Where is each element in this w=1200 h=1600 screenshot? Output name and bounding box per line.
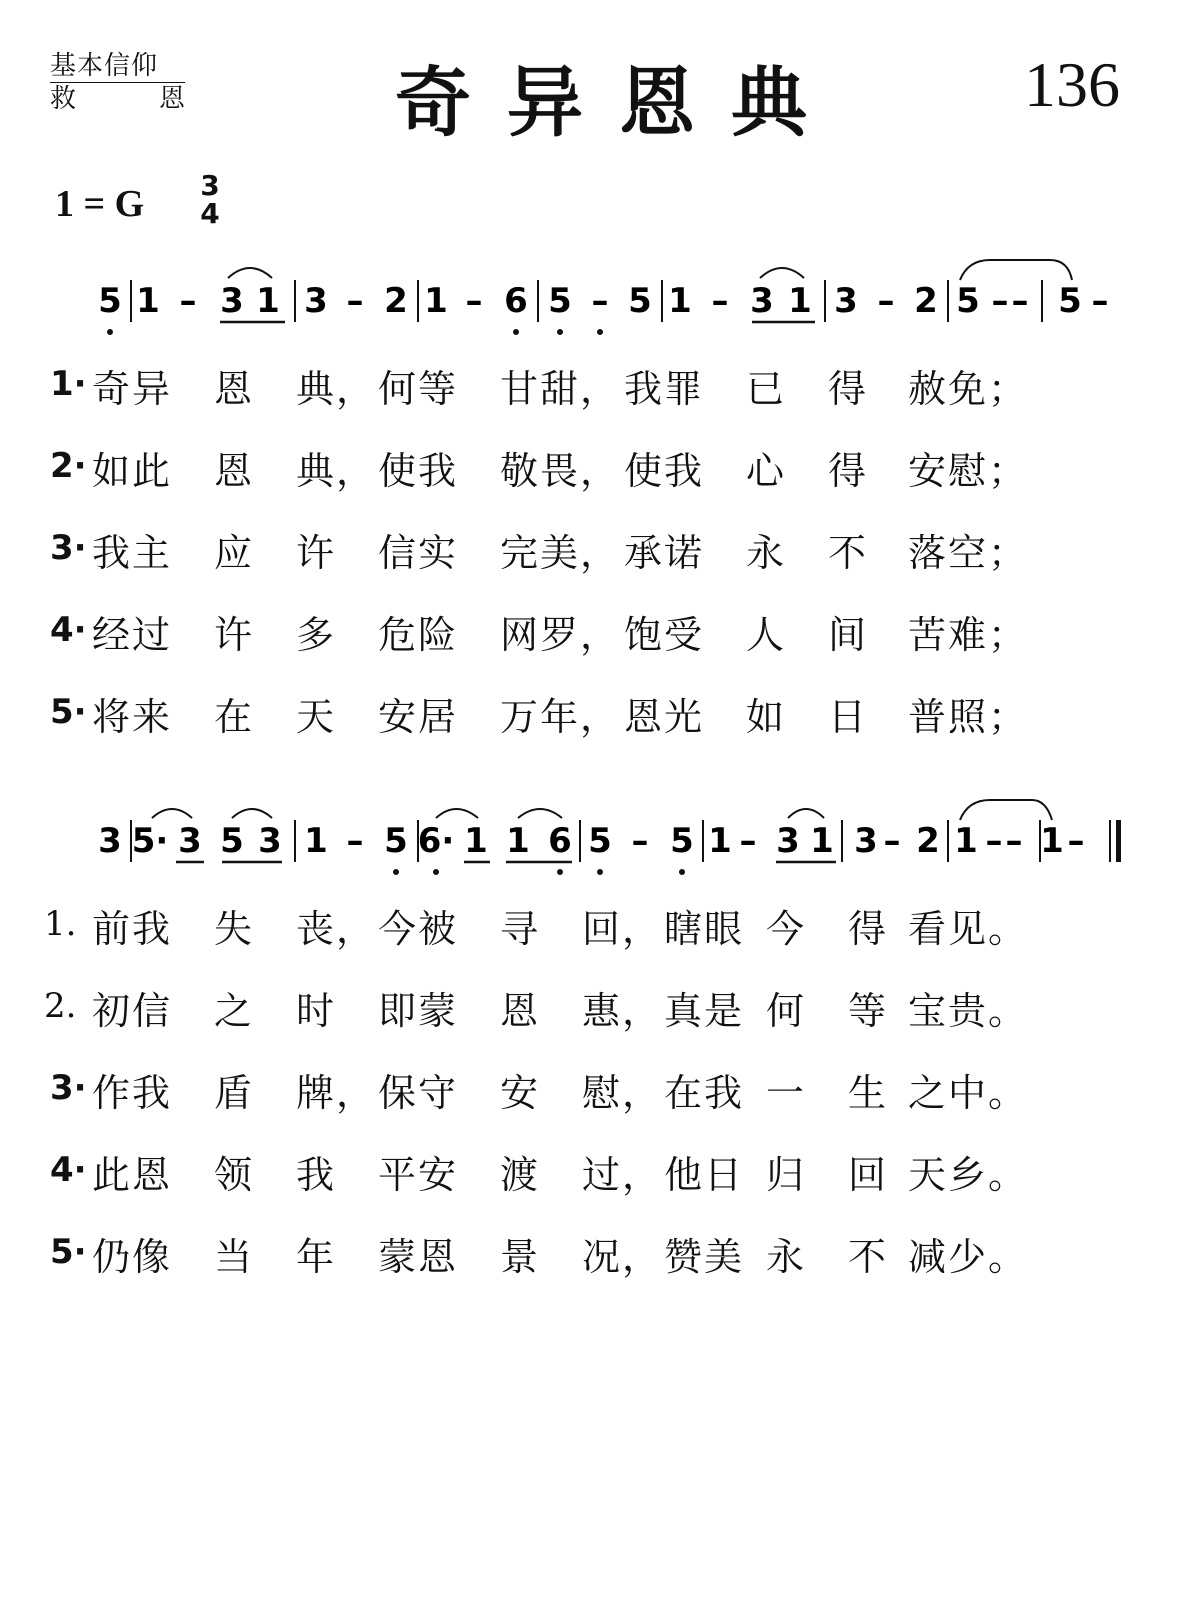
tie bbox=[960, 800, 1052, 820]
lyric-syllable: 应 bbox=[214, 531, 255, 575]
score-line-2 bbox=[0, 790, 1200, 880]
low-dot bbox=[107, 329, 113, 335]
lyric-syllable: 网罗， bbox=[500, 613, 621, 657]
lyric-syllable: 过， bbox=[582, 1153, 663, 1197]
lyric-syllable: 普照； bbox=[908, 695, 1029, 739]
lyric-syllable: 作我 bbox=[92, 1071, 173, 1115]
verse-line bbox=[44, 358, 1144, 418]
dash-mark: – bbox=[1067, 821, 1085, 861]
slur bbox=[788, 809, 824, 818]
lyric-syllable: 危险 bbox=[378, 613, 459, 657]
lyric-syllable: 前我 bbox=[92, 907, 173, 951]
lyric-syllable: 天乡。 bbox=[908, 1153, 1029, 1197]
dash-mark: – bbox=[591, 281, 609, 321]
lyric-syllable: 时 bbox=[296, 989, 337, 1033]
dash-mark: – bbox=[739, 821, 757, 861]
lyric-syllable: 今被 bbox=[378, 907, 459, 951]
lyric-syllable: 当 bbox=[214, 1235, 255, 1279]
lyric-syllable: 承诺 bbox=[624, 531, 705, 575]
lyric-syllable: 况， bbox=[582, 1235, 663, 1279]
note: 1 bbox=[464, 821, 488, 861]
note: 1 bbox=[304, 821, 328, 861]
lyric-syllable: 间 bbox=[828, 613, 869, 657]
lyric-syllable: 经过 bbox=[92, 613, 173, 657]
lyric-syllable: 多 bbox=[296, 613, 337, 657]
note: 3 bbox=[220, 281, 244, 321]
lyric-syllable: 得 bbox=[848, 907, 889, 951]
lyric-syllable: 人 bbox=[746, 613, 787, 657]
verse-number: 3· bbox=[50, 528, 87, 568]
lyric-syllable: 苦难； bbox=[908, 613, 1029, 657]
note: 3 bbox=[854, 821, 878, 861]
low-dot bbox=[679, 869, 685, 875]
lyric-syllable: 慰， bbox=[582, 1071, 663, 1115]
lyric-syllable: 安 bbox=[500, 1071, 541, 1115]
lyric-syllable: 典， bbox=[296, 367, 377, 411]
dash-mark: – bbox=[346, 821, 364, 861]
lyric-syllable: 信实 bbox=[378, 531, 459, 575]
lyric-syllable: 渡 bbox=[500, 1153, 541, 1197]
dash-mark: – bbox=[883, 821, 901, 861]
slur bbox=[152, 809, 192, 818]
lyric-syllable: 我主 bbox=[92, 531, 173, 575]
dash-mark: – bbox=[179, 281, 197, 321]
hymn-title: 奇异恩典 bbox=[395, 58, 843, 147]
category-sub: 救 恩 bbox=[50, 84, 185, 114]
lyric-syllable: 在 bbox=[214, 695, 255, 739]
low-dot bbox=[557, 329, 563, 335]
lyric-syllable: 饱受 bbox=[624, 613, 705, 657]
lyric-syllable: 他日 bbox=[664, 1153, 745, 1197]
note: 3 bbox=[258, 821, 282, 861]
note: 5 bbox=[220, 821, 244, 861]
lyric-syllable: 安居 bbox=[378, 695, 459, 739]
note: 1 bbox=[256, 281, 280, 321]
verse-line bbox=[44, 980, 1144, 1040]
lyric-syllable: 得 bbox=[828, 367, 869, 411]
lyric-syllable: 平安 bbox=[378, 1153, 459, 1197]
lyric-syllable: 蒙恩 bbox=[378, 1235, 459, 1279]
lyric-syllable: 万年， bbox=[500, 695, 621, 739]
slur bbox=[232, 809, 272, 818]
verse-line bbox=[44, 440, 1144, 500]
lyric-syllable: 在我 bbox=[664, 1071, 745, 1115]
note: 6· bbox=[417, 821, 455, 861]
lyric-syllable: 何等 bbox=[378, 367, 459, 411]
lyric-syllable: 恩 bbox=[500, 989, 541, 1033]
hymn-number: 136 bbox=[1024, 49, 1120, 120]
note: 2 bbox=[914, 281, 938, 321]
score-line-1 bbox=[0, 250, 1200, 340]
dash-mark: – bbox=[877, 281, 895, 321]
slur bbox=[760, 268, 804, 278]
note: 1 bbox=[954, 821, 978, 861]
lyric-syllable: 我 bbox=[296, 1153, 337, 1197]
lyric-syllable: 许 bbox=[214, 613, 255, 657]
note: 5· bbox=[131, 821, 169, 861]
lyric-syllable: 领 bbox=[214, 1153, 255, 1197]
note: 2 bbox=[916, 821, 940, 861]
verse-line bbox=[44, 604, 1144, 664]
note: 5 bbox=[588, 821, 612, 861]
note: 5 bbox=[956, 281, 980, 321]
note: 5 bbox=[98, 281, 122, 321]
lyric-syllable: 景 bbox=[500, 1235, 541, 1279]
category-main: 基本信仰 bbox=[50, 50, 185, 83]
lyric-syllable: 落空； bbox=[908, 531, 1029, 575]
lyric-syllable: 归 bbox=[766, 1153, 807, 1197]
verse-number: 4· bbox=[50, 1150, 87, 1190]
lyric-syllable: 已 bbox=[746, 367, 787, 411]
verse-line bbox=[44, 898, 1144, 958]
lyric-syllable: 即蒙 bbox=[378, 989, 459, 1033]
verse-number: 5· bbox=[50, 692, 87, 732]
lyric-syllable: 年 bbox=[296, 1235, 337, 1279]
lyric-syllable: 完美， bbox=[500, 531, 621, 575]
lyric-syllable: 生 bbox=[848, 1071, 889, 1115]
lyric-syllable: 使我 bbox=[378, 449, 459, 493]
lyric-syllable: 我罪 bbox=[624, 367, 705, 411]
dash-mark: – bbox=[1091, 281, 1109, 321]
note: 2 bbox=[384, 281, 408, 321]
lyric-syllable: 瞎眼 bbox=[664, 907, 745, 951]
verse-number: 5· bbox=[50, 1232, 87, 1272]
lyric-syllable: 仍像 bbox=[92, 1235, 173, 1279]
lyric-syllable: 今 bbox=[766, 907, 807, 951]
lyric-syllable: 回 bbox=[848, 1153, 889, 1197]
note: 1 bbox=[1040, 821, 1064, 861]
lyric-syllable: 惠， bbox=[582, 989, 663, 1033]
lyric-syllable: 保守 bbox=[378, 1071, 459, 1115]
low-dot bbox=[433, 869, 439, 875]
final-bar-thick bbox=[1116, 820, 1121, 862]
lyric-syllable: 看见。 bbox=[908, 907, 1029, 951]
verse-number: 1· bbox=[50, 364, 87, 404]
note: 1 bbox=[136, 281, 160, 321]
dash-mark: – bbox=[465, 281, 483, 321]
verse-number: 1. bbox=[44, 904, 77, 944]
lyric-syllable: 将来 bbox=[92, 695, 173, 739]
lyric-syllable: 回， bbox=[582, 907, 663, 951]
lyric-syllable: 赦免； bbox=[908, 367, 1029, 411]
slur bbox=[518, 809, 562, 818]
note: 3 bbox=[304, 281, 328, 321]
lyric-syllable: 典， bbox=[296, 449, 377, 493]
lyric-syllable: 初信 bbox=[92, 989, 173, 1033]
note: 5 bbox=[384, 821, 408, 861]
note: 1 bbox=[708, 821, 732, 861]
lyric-syllable: 永 bbox=[766, 1235, 807, 1279]
dash-mark: – bbox=[1005, 821, 1023, 861]
lyric-syllable: 许 bbox=[296, 531, 337, 575]
lyric-syllable: 此恩 bbox=[92, 1153, 173, 1197]
time-signature: 3 4 bbox=[200, 169, 220, 230]
tie bbox=[960, 260, 1072, 280]
note: 5 bbox=[548, 281, 572, 321]
note: 3 bbox=[178, 821, 202, 861]
verse-number: 4· bbox=[50, 610, 87, 650]
lyric-syllable: 敬畏， bbox=[500, 449, 621, 493]
dash-mark: – bbox=[711, 281, 729, 321]
lyric-syllable: 得 bbox=[828, 449, 869, 493]
lyric-syllable: 减少。 bbox=[908, 1235, 1029, 1279]
lyric-syllable: 丧， bbox=[296, 907, 377, 951]
verse-number: 2. bbox=[44, 986, 77, 1026]
note: 3 bbox=[98, 821, 122, 861]
lyric-syllable: 恩 bbox=[214, 367, 255, 411]
note: 3 bbox=[776, 821, 800, 861]
dash-mark: – bbox=[985, 821, 1003, 861]
lyric-syllable: 如此 bbox=[92, 449, 173, 493]
lyric-syllable: 心 bbox=[746, 449, 787, 493]
low-dot bbox=[597, 329, 603, 335]
low-dot bbox=[513, 329, 519, 335]
low-dot bbox=[393, 869, 399, 875]
note: 5 bbox=[1058, 281, 1082, 321]
verse-number: 2· bbox=[50, 446, 87, 486]
verse-number: 3· bbox=[50, 1068, 87, 1108]
lyric-syllable: 如 bbox=[746, 695, 787, 739]
lyric-syllable: 恩光 bbox=[624, 695, 705, 739]
note: 1 bbox=[810, 821, 834, 861]
lyric-syllable: 牌， bbox=[296, 1071, 377, 1115]
low-dot bbox=[557, 869, 563, 875]
verse-line bbox=[44, 686, 1144, 746]
lyric-syllable: 安慰； bbox=[908, 449, 1029, 493]
verse-line bbox=[44, 1226, 1144, 1286]
note: 6 bbox=[504, 281, 528, 321]
key-signature: 1 = G bbox=[55, 183, 145, 225]
lyric-syllable: 永 bbox=[746, 531, 787, 575]
lyric-syllable: 日 bbox=[828, 695, 869, 739]
low-dot bbox=[597, 869, 603, 875]
lyric-syllable: 一 bbox=[766, 1071, 807, 1115]
lyric-syllable: 不 bbox=[828, 531, 869, 575]
dash-mark: – bbox=[631, 821, 649, 861]
lyric-syllable: 奇异 bbox=[92, 367, 173, 411]
note: 1 bbox=[668, 281, 692, 321]
note: 1 bbox=[788, 281, 812, 321]
note: 5 bbox=[628, 281, 652, 321]
lyric-syllable: 恩 bbox=[214, 449, 255, 493]
note: 6 bbox=[548, 821, 572, 861]
lyric-syllable: 宝贵。 bbox=[908, 989, 1029, 1033]
note: 3 bbox=[750, 281, 774, 321]
note: 1 bbox=[506, 821, 530, 861]
dash-mark: – bbox=[1011, 281, 1029, 321]
lyric-syllable: 之中。 bbox=[908, 1071, 1029, 1115]
verse-line bbox=[44, 1144, 1144, 1204]
dash-mark: – bbox=[991, 281, 1009, 321]
lyric-syllable: 使我 bbox=[624, 449, 705, 493]
slur bbox=[436, 809, 478, 818]
category-label bbox=[50, 50, 185, 115]
lyric-syllable: 天 bbox=[296, 695, 337, 739]
lyric-syllable: 等 bbox=[848, 989, 889, 1033]
lyric-syllable: 失 bbox=[214, 907, 255, 951]
lyric-syllable: 之 bbox=[214, 989, 255, 1033]
verse-line bbox=[44, 1062, 1144, 1122]
note: 3 bbox=[834, 281, 858, 321]
lyric-syllable: 真是 bbox=[664, 989, 745, 1033]
lyric-syllable: 赞美 bbox=[664, 1235, 745, 1279]
lyric-syllable: 盾 bbox=[214, 1071, 255, 1115]
lyric-syllable: 甘甜， bbox=[500, 367, 621, 411]
slur bbox=[228, 268, 272, 278]
dash-mark: – bbox=[346, 281, 364, 321]
lyric-syllable: 寻 bbox=[500, 907, 541, 951]
lyric-syllable: 不 bbox=[848, 1235, 889, 1279]
note: 1 bbox=[424, 281, 448, 321]
note: 5 bbox=[670, 821, 694, 861]
verse-line bbox=[44, 522, 1144, 582]
lyric-syllable: 何 bbox=[766, 989, 807, 1033]
